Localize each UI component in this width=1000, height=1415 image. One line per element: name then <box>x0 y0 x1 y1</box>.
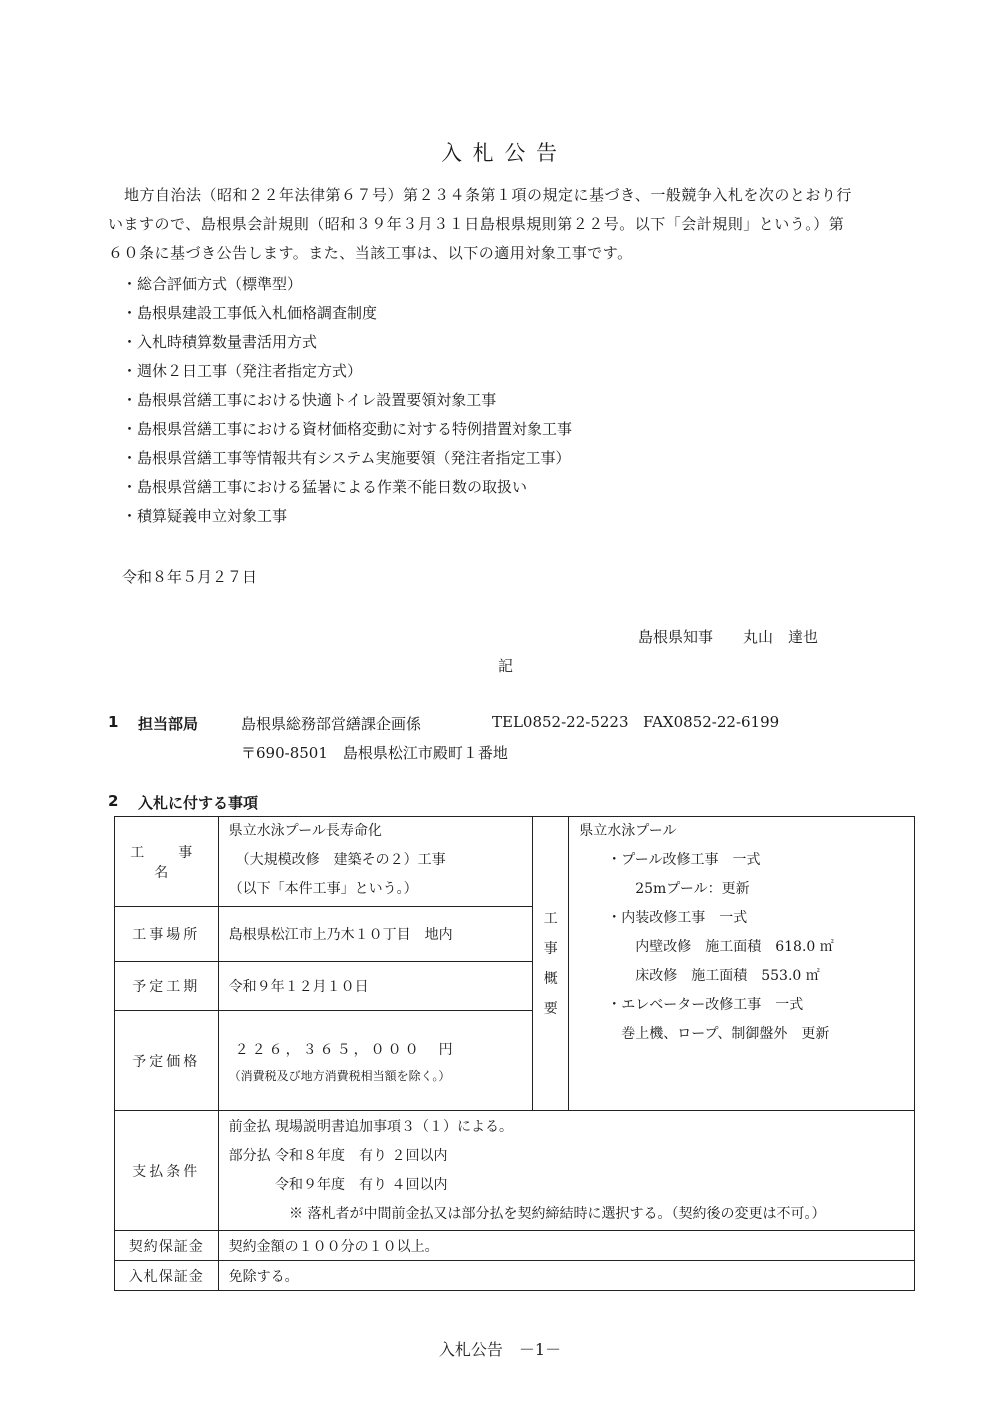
section-2-heading: 入札に付する事項 <box>138 794 259 812</box>
bid-deposit-value: 免除する。 <box>218 1261 914 1291</box>
notice-date: 令和８年５月２７日 <box>122 568 258 586</box>
work-name-line: （以下「本件工事」という。） <box>228 881 418 897</box>
list-item: ・週休２日工事（発注者指定方式） <box>122 362 363 380</box>
intro-line: 地方自治法（昭和２２年法律第６７号）第２３４条第１項の規定に基づき、一般競争入札を次のとおり行 <box>124 186 852 204</box>
price-cell <box>218 1011 533 1111</box>
list-item: ・島根県営繕工事における快適トイレ設置要領対象工事 <box>122 391 497 409</box>
summary-line: ・エレベーター改修工事 一式 <box>579 997 804 1013</box>
section-1-number: 1 <box>108 713 119 731</box>
payment-label: 支払条件 <box>115 1111 219 1231</box>
site-label: 工事場所 <box>115 907 219 962</box>
applicable-works-list <box>122 270 572 531</box>
summary-label-char: 事 <box>543 940 558 957</box>
bid-items-table <box>114 816 915 1291</box>
list-item: ・積算疑義申立対象工事 <box>122 507 288 525</box>
list-item: ・島根県営繕工事における猛暑による作業不能日数の取扱い <box>122 478 528 496</box>
contract-deposit-value: 契約金額の１００分の１０以上。 <box>218 1231 914 1261</box>
page-title: 入 札 公 告 <box>440 141 560 165</box>
payment-line: 部分払 令和８年度 有り ２回以内 <box>228 1148 448 1164</box>
section-1-heading: 担当部局 <box>138 715 199 733</box>
intro-line: いますので、島根県会計規則（昭和３９年３月３１日島根県規則第２２号。以下「会計規則」という。）第 <box>108 215 845 233</box>
period-label: 予定工期 <box>115 962 219 1011</box>
summary-label <box>533 817 569 1111</box>
price-note: （消費税及び地方消費税相当額を除く。） <box>228 1068 451 1083</box>
summary-cell <box>569 817 915 1111</box>
work-name-line: （大規模改修 建築その２）工事 <box>228 852 446 868</box>
contract-deposit-label: 契約保証金 <box>115 1231 219 1261</box>
work-name-line: 県立水泳プール長寿命化 <box>228 823 382 839</box>
office-address: 〒690-8501 島根県松江市殿町１番地 <box>241 744 508 762</box>
signatory: 島根県知事 丸山 達也 <box>638 628 819 646</box>
payment-cell <box>218 1111 914 1231</box>
price-value: ２２６，３６５，０００ 円 <box>234 1041 456 1058</box>
summary-label-char: 要 <box>543 1000 558 1017</box>
summary-line: 25mプール：更新 <box>579 881 750 897</box>
period-value: 令和９年１２月１０日 <box>218 962 533 1011</box>
bid-deposit-label: 入札保証金 <box>115 1261 219 1291</box>
summary-line: ・プール改修工事 一式 <box>579 852 761 868</box>
price-label: 予定価格 <box>115 1011 219 1111</box>
summary-line: ・内装改修工事 一式 <box>579 910 748 926</box>
payment-line: 前金払 現場説明書追加事項３（１）による。 <box>228 1119 514 1135</box>
list-item: ・島根県建設工事低入札価格調査制度 <box>122 304 378 322</box>
ki-mark: 記 <box>498 657 514 675</box>
office-tel: TEL0852-22-5223 <box>492 713 629 731</box>
list-item: ・入札時積算数量書活用方式 <box>122 333 318 351</box>
payment-line: 令和９年度 有り ４回以内 <box>228 1177 448 1193</box>
page-footer: 入札公告 －1－ <box>438 1340 562 1359</box>
work-name-label: 工 事 名 <box>115 817 219 907</box>
office-fax: FAX0852-22-6199 <box>643 713 780 731</box>
summary-label-char: 工 <box>543 910 558 927</box>
list-item: ・島根県営繕工事等情報共有システム実施要領（発注者指定工事） <box>122 449 571 467</box>
summary-line: 床改修 施工面積 553.0 ㎡ <box>579 968 820 984</box>
summary-line: 内壁改修 施工面積 618.0 ㎡ <box>579 939 834 955</box>
work-name-cell <box>218 817 533 907</box>
list-item: ・島根県営繕工事における資材価格変動に対する特例措置対象工事 <box>122 420 573 438</box>
list-item: ・総合評価方式（標準型） <box>122 275 303 293</box>
summary-line: 県立水泳プール <box>579 823 677 839</box>
site-value: 島根県松江市上乃木１０丁目 地内 <box>218 907 533 962</box>
office-name: 島根県総務部営繕課企画係 <box>241 715 422 733</box>
summary-label-char: 概 <box>543 970 558 987</box>
summary-line: 巻上機、ロープ、制御盤外 更新 <box>579 1026 830 1042</box>
intro-line: ６０条に基づき公告します。また、当該工事は、以下の適用対象工事です。 <box>108 244 633 262</box>
section-2-number: 2 <box>108 792 119 810</box>
intro-paragraph <box>108 181 908 268</box>
payment-line: ※ 落札者が中間前金払又は部分払を契約締結時に選択する。（契約後の変更は不可。） <box>228 1206 826 1222</box>
